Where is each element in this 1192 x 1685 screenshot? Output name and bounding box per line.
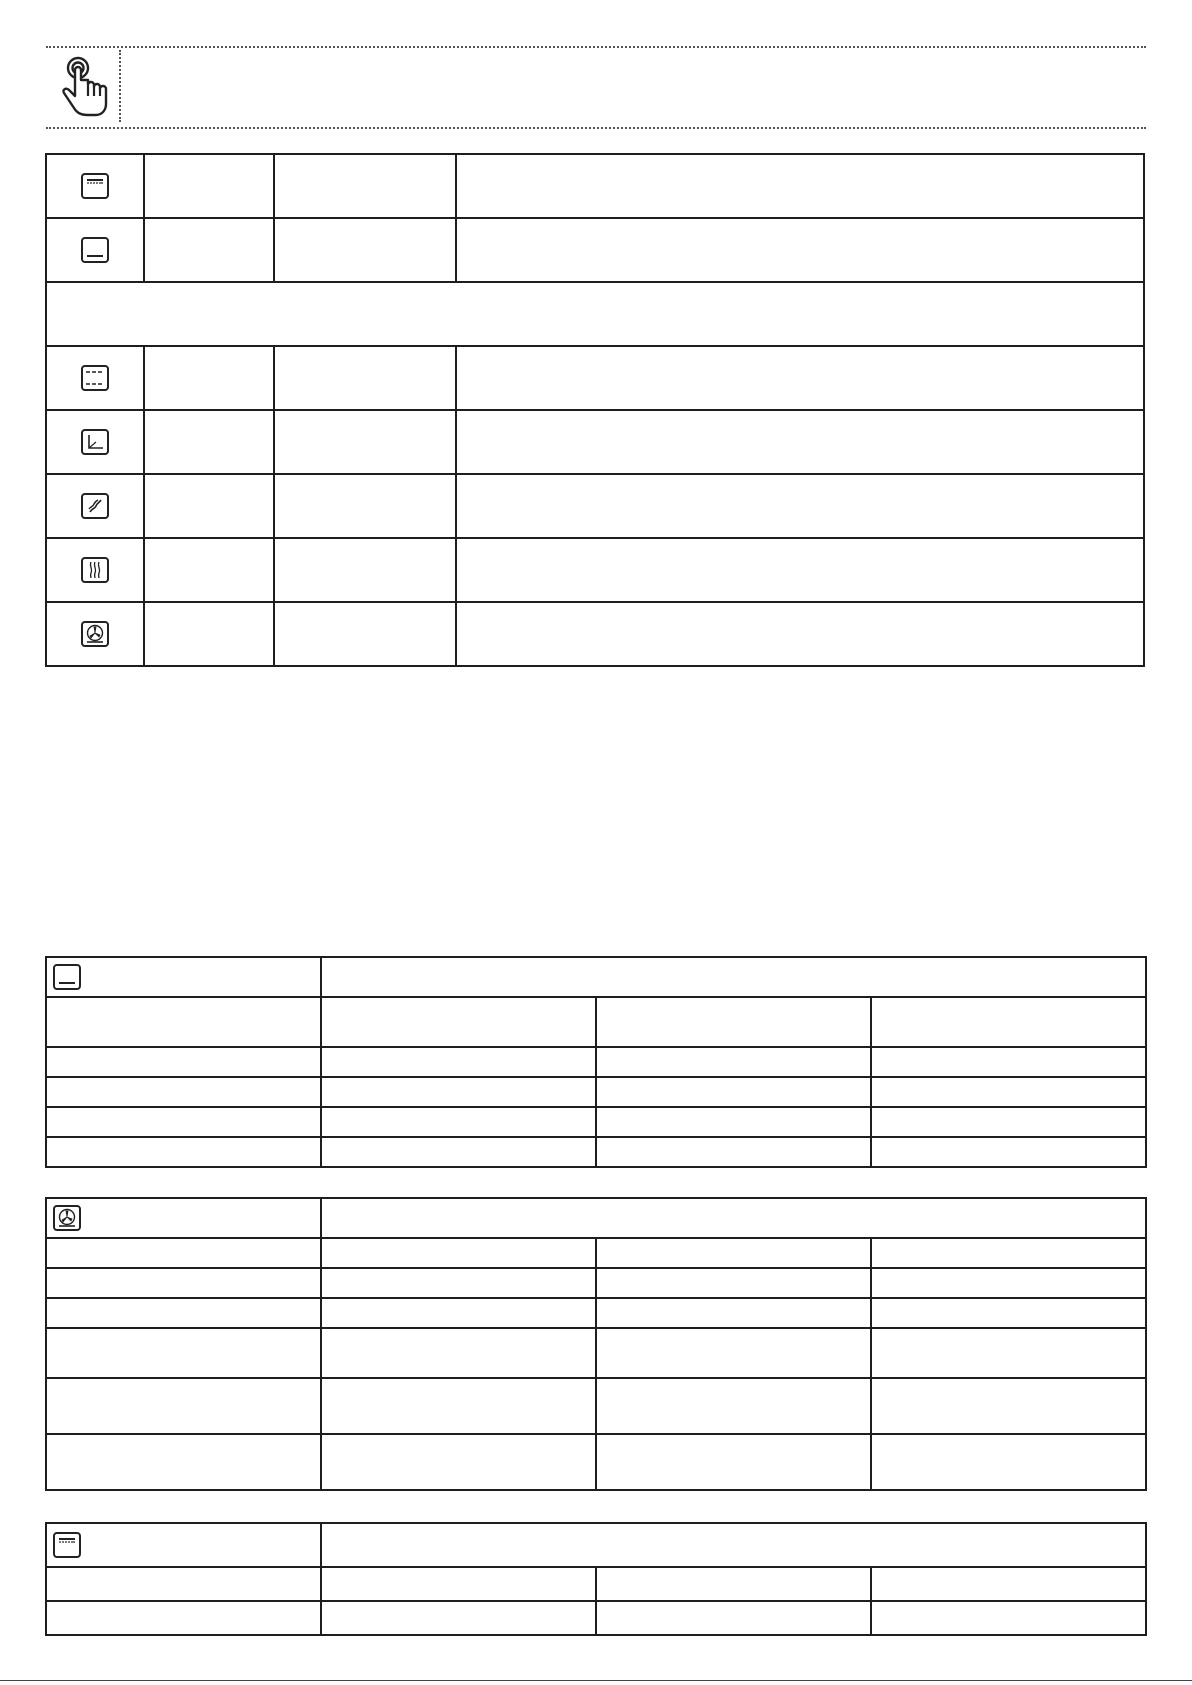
table-cell — [321, 1298, 596, 1328]
oven-functions-table — [45, 153, 1145, 667]
table-cell — [871, 1137, 1146, 1167]
table-cell — [46, 1298, 321, 1328]
table-cell — [596, 1601, 871, 1635]
top-heating-icon — [53, 1532, 81, 1558]
table-row — [46, 1077, 1146, 1107]
table-cell — [596, 1567, 871, 1601]
touch-hand-icon — [58, 56, 110, 118]
function-description-cell — [456, 538, 1144, 602]
table-cell — [871, 1378, 1146, 1434]
bottom-heating-icon — [81, 237, 109, 263]
table-cell — [321, 1238, 596, 1268]
page-bottom-rule — [0, 1680, 1192, 1681]
function-description-cell — [456, 602, 1144, 666]
table-cell — [46, 1434, 321, 1490]
function-temperature-cell — [274, 602, 456, 666]
table-header-row — [46, 1198, 1146, 1238]
table-cell — [46, 1378, 321, 1434]
table-cell — [46, 1047, 321, 1077]
table-cell — [871, 1238, 1146, 1268]
table-cell — [596, 1077, 871, 1107]
table-cell — [871, 1107, 1146, 1137]
table-row — [46, 154, 1144, 218]
table-cell — [596, 1137, 871, 1167]
icon-cell — [46, 474, 144, 538]
table-header-row — [46, 957, 1146, 997]
function-temperature-cell — [274, 474, 456, 538]
table-cell — [46, 1107, 321, 1137]
table-row — [46, 1328, 1146, 1378]
table-cell — [46, 1268, 321, 1298]
table-cell — [46, 997, 321, 1047]
note-separator — [119, 50, 121, 122]
table-row — [46, 1601, 1146, 1635]
grill-cooking-table — [45, 1522, 1147, 1636]
table-cell — [596, 1298, 871, 1328]
table-cell — [321, 1268, 596, 1298]
table-cell — [596, 997, 871, 1047]
function-description-cell — [456, 218, 1144, 282]
table-cell — [871, 1298, 1146, 1328]
table-cell — [871, 1328, 1146, 1378]
note-top-border — [46, 46, 1146, 48]
table-cell — [321, 1077, 596, 1107]
table-cell — [596, 1107, 871, 1137]
table-cell — [596, 1047, 871, 1077]
table-cell — [321, 1434, 596, 1490]
table-row — [46, 538, 1144, 602]
table-icon-cell — [46, 1198, 321, 1238]
table-row — [46, 218, 1144, 282]
icon-cell — [46, 410, 144, 474]
function-temperature-cell — [274, 410, 456, 474]
function-name-cell — [144, 474, 274, 538]
function-description-cell — [456, 154, 1144, 218]
section-separator-cell — [46, 282, 1144, 346]
table-cell — [321, 1137, 596, 1167]
table-cell — [596, 1328, 871, 1378]
fan-assisted-icon — [53, 1205, 81, 1231]
function-description-cell — [456, 346, 1144, 410]
function-name-cell — [144, 602, 274, 666]
top-bottom-heating-icon — [81, 365, 109, 391]
fan-cooking-table — [45, 1197, 1147, 1491]
table-row — [46, 1567, 1146, 1601]
table-title-cell — [321, 1523, 1146, 1567]
table-row — [46, 1137, 1146, 1167]
function-name-cell — [144, 410, 274, 474]
table-cell — [871, 1268, 1146, 1298]
table-cell — [321, 1047, 596, 1077]
table-cell — [321, 1107, 596, 1137]
function-description-cell — [456, 410, 1144, 474]
table-row — [46, 1107, 1146, 1137]
table-cell — [871, 1567, 1146, 1601]
function-temperature-cell — [274, 154, 456, 218]
table-row — [46, 1047, 1146, 1077]
note-bottom-border — [46, 127, 1146, 129]
table-cell — [871, 1077, 1146, 1107]
table-row — [46, 410, 1144, 474]
table-cell — [46, 1137, 321, 1167]
table-cell — [596, 1238, 871, 1268]
bottom-heating-icon — [53, 964, 81, 990]
table-icon-cell — [46, 1523, 321, 1567]
table-cell — [596, 1378, 871, 1434]
table-row — [46, 1378, 1146, 1434]
table-cell — [46, 1567, 321, 1601]
table-cell — [46, 1328, 321, 1378]
function-name-cell — [144, 538, 274, 602]
table-row — [46, 1238, 1146, 1268]
table-cell — [321, 1567, 596, 1601]
table-row — [46, 1298, 1146, 1328]
table-header-row — [46, 1523, 1146, 1567]
icon-cell — [46, 346, 144, 410]
function-description-cell — [456, 474, 1144, 538]
table-cell — [321, 1378, 596, 1434]
bottom-fan-icon — [81, 429, 109, 455]
table-title-cell — [321, 957, 1146, 997]
top-heating-icon — [81, 173, 109, 199]
grill-icon — [81, 493, 109, 519]
icon-cell — [46, 602, 144, 666]
table-cell — [46, 1077, 321, 1107]
table-cell — [46, 1238, 321, 1268]
icon-cell — [46, 218, 144, 282]
table-row — [46, 282, 1144, 346]
table-icon-cell — [46, 957, 321, 997]
table-cell — [871, 997, 1146, 1047]
table-cell — [596, 1268, 871, 1298]
icon-cell — [46, 154, 144, 218]
table-row — [46, 602, 1144, 666]
conventional-cooking-table — [45, 956, 1147, 1168]
icon-cell — [46, 538, 144, 602]
table-cell — [871, 1601, 1146, 1635]
function-temperature-cell — [274, 346, 456, 410]
table-row — [46, 346, 1144, 410]
table-cell — [321, 1328, 596, 1378]
function-temperature-cell — [274, 538, 456, 602]
table-cell — [871, 1047, 1146, 1077]
function-name-cell — [144, 154, 274, 218]
defrost-icon — [81, 557, 109, 583]
column-header-row — [46, 997, 1146, 1047]
function-name-cell — [144, 218, 274, 282]
function-temperature-cell — [274, 218, 456, 282]
table-cell — [871, 1434, 1146, 1490]
table-cell — [46, 1601, 321, 1635]
function-name-cell — [144, 346, 274, 410]
table-cell — [321, 997, 596, 1047]
table-row — [46, 474, 1144, 538]
table-title-cell — [321, 1198, 1146, 1238]
table-cell — [596, 1434, 871, 1490]
table-row — [46, 1268, 1146, 1298]
table-cell — [321, 1601, 596, 1635]
table-row — [46, 1434, 1146, 1490]
fan-assisted-icon — [81, 621, 109, 647]
